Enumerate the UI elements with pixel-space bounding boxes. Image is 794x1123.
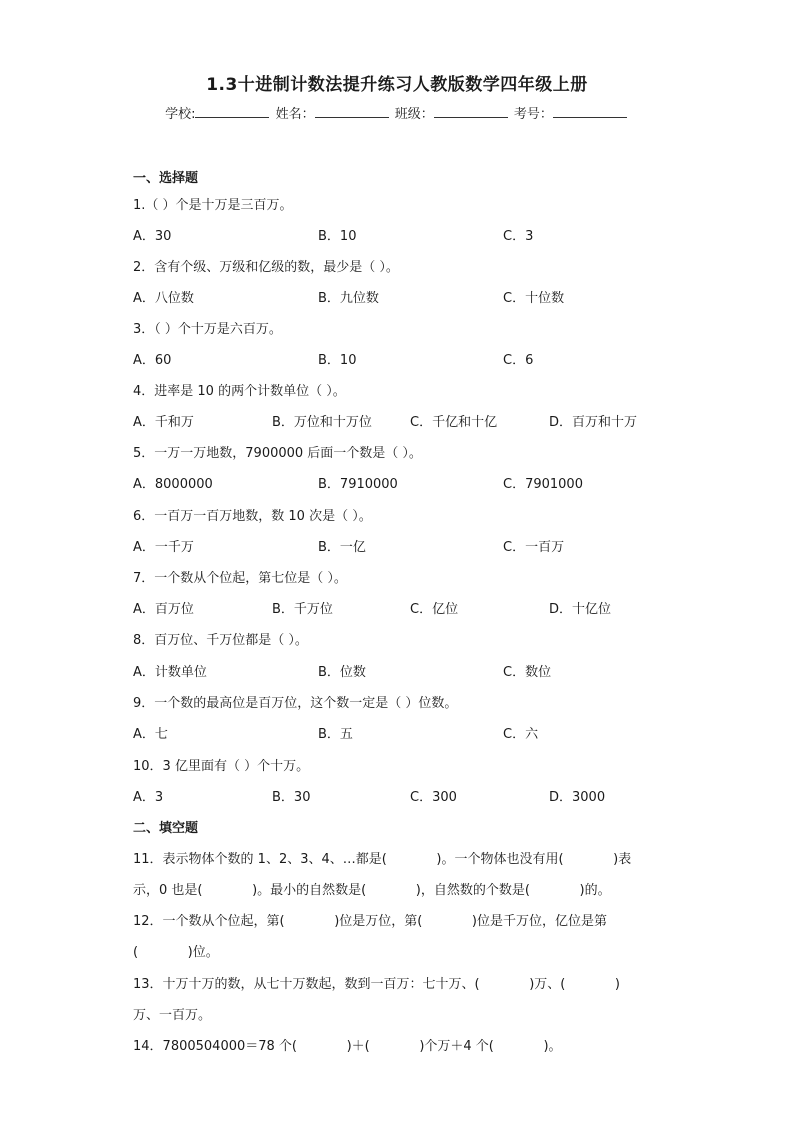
- options-8: [133, 661, 693, 679]
- options-7: [133, 598, 693, 616]
- option-a[interactable]: A．60: [133, 353, 172, 368]
- option-b[interactable]: B．10: [318, 353, 357, 368]
- student-info-row: [0, 103, 794, 122]
- question-3: 3．（ ）个十万是六百万。: [133, 322, 282, 337]
- option-b[interactable]: B．30: [272, 790, 311, 805]
- class-label: 班级：: [394, 107, 434, 122]
- options-4: [133, 411, 693, 429]
- option-c[interactable]: C．十位数: [503, 291, 565, 306]
- option-a[interactable]: A．8000000: [133, 477, 213, 492]
- option-a[interactable]: A．七: [133, 727, 168, 742]
- option-b[interactable]: B．九位数: [318, 291, 379, 306]
- option-c[interactable]: C．7901000: [503, 477, 583, 492]
- question-11-line-1: 11．表示物体个数的 1、2、3、4、…都是( )。一个物体也没有用( )表: [133, 852, 632, 867]
- option-b[interactable]: B．五: [318, 727, 353, 742]
- option-a[interactable]: A．八位数: [133, 291, 194, 306]
- question-8: 8．百万位、千万位都是（ ）。: [133, 633, 308, 648]
- option-b[interactable]: B．千万位: [272, 602, 333, 617]
- question-14-line-1: 14．7800504000＝78 个( )＋( )个万＋4 个( )。: [133, 1039, 562, 1054]
- option-d[interactable]: D．百万和十万: [549, 415, 638, 430]
- section-title-choice: 一、选择题: [133, 171, 199, 186]
- options-9: [133, 723, 693, 741]
- options-6: [133, 536, 693, 554]
- question-2: 2．含有个级、万级和亿级的数，最少是（ ）。: [133, 260, 399, 275]
- exam-no-blank[interactable]: [553, 105, 627, 118]
- section-title-fill: 二、填空题: [133, 821, 199, 836]
- page-title: 1.3十进制计数法提升练习人教版数学四年级上册: [206, 75, 588, 95]
- options-1: [133, 225, 693, 243]
- question-5: 5．一万一万地数，7900000 后面一个数是（ ）。: [133, 446, 422, 461]
- name-blank[interactable]: [315, 105, 389, 118]
- option-c[interactable]: C．六: [503, 727, 539, 742]
- option-c[interactable]: C．数位: [503, 665, 552, 680]
- option-c[interactable]: C．千亿和十亿: [410, 415, 498, 430]
- question-11-line-2: 示，0 也是( )。最小的自然数是( )，自然数的个数是( )的。: [133, 883, 611, 898]
- exam-no-label: 考号：: [513, 107, 553, 122]
- question-13-line-2: 万、一百万。: [133, 1008, 212, 1023]
- option-d[interactable]: D．十亿位: [549, 602, 612, 617]
- option-c[interactable]: C．6: [503, 353, 534, 368]
- question-12-line-2: ( )位。: [133, 945, 219, 960]
- school-blank[interactable]: [195, 105, 269, 118]
- school-label: 学校:: [165, 107, 196, 122]
- class-blank[interactable]: [434, 105, 508, 118]
- option-b[interactable]: B．万位和十万位: [272, 415, 372, 430]
- option-b[interactable]: B．位数: [318, 665, 366, 680]
- question-6: 6．一百万一百万地数，数 10 次是（ ）。: [133, 509, 372, 524]
- option-a[interactable]: A．百万位: [133, 602, 194, 617]
- option-a[interactable]: A．千和万: [133, 415, 194, 430]
- option-d[interactable]: D．3000: [549, 790, 606, 805]
- question-1: 1.（ ）个是十万是三百万。: [133, 198, 293, 213]
- question-12-line-1: 12．一个数从个位起，第( )位是万位，第( )位是千万位，亿位是第: [133, 914, 608, 929]
- option-c[interactable]: C．亿位: [410, 602, 459, 617]
- option-b[interactable]: B．7910000: [318, 477, 398, 492]
- option-a[interactable]: A．计数单位: [133, 665, 207, 680]
- options-3: [133, 349, 693, 367]
- option-b[interactable]: B．一亿: [318, 540, 366, 555]
- option-c[interactable]: C．3: [503, 229, 534, 244]
- option-a[interactable]: A．一千万: [133, 540, 194, 555]
- option-c[interactable]: C．一百万: [503, 540, 565, 555]
- options-2: [133, 287, 693, 305]
- option-c[interactable]: C．300: [410, 790, 457, 805]
- option-b[interactable]: B．10: [318, 229, 357, 244]
- question-13-line-1: 13．十万十万的数，从七十万数起，数到一百万：七十万、( )万、( ): [133, 977, 621, 992]
- option-a[interactable]: A．30: [133, 229, 172, 244]
- option-a[interactable]: A．3: [133, 790, 164, 805]
- options-10: [133, 786, 693, 804]
- options-5: [133, 473, 693, 491]
- name-label: 姓名：: [275, 107, 315, 122]
- question-7: 7．一个数从个位起，第七位是（ ）。: [133, 571, 347, 586]
- question-10: 10．3 亿里面有（ ）个十万。: [133, 759, 310, 774]
- question-9: 9．一个数的最高位是百万位，这个数一定是（ ）位数。: [133, 696, 458, 711]
- question-4: 4．进率是 10 的两个计数单位（ ）。: [133, 384, 346, 399]
